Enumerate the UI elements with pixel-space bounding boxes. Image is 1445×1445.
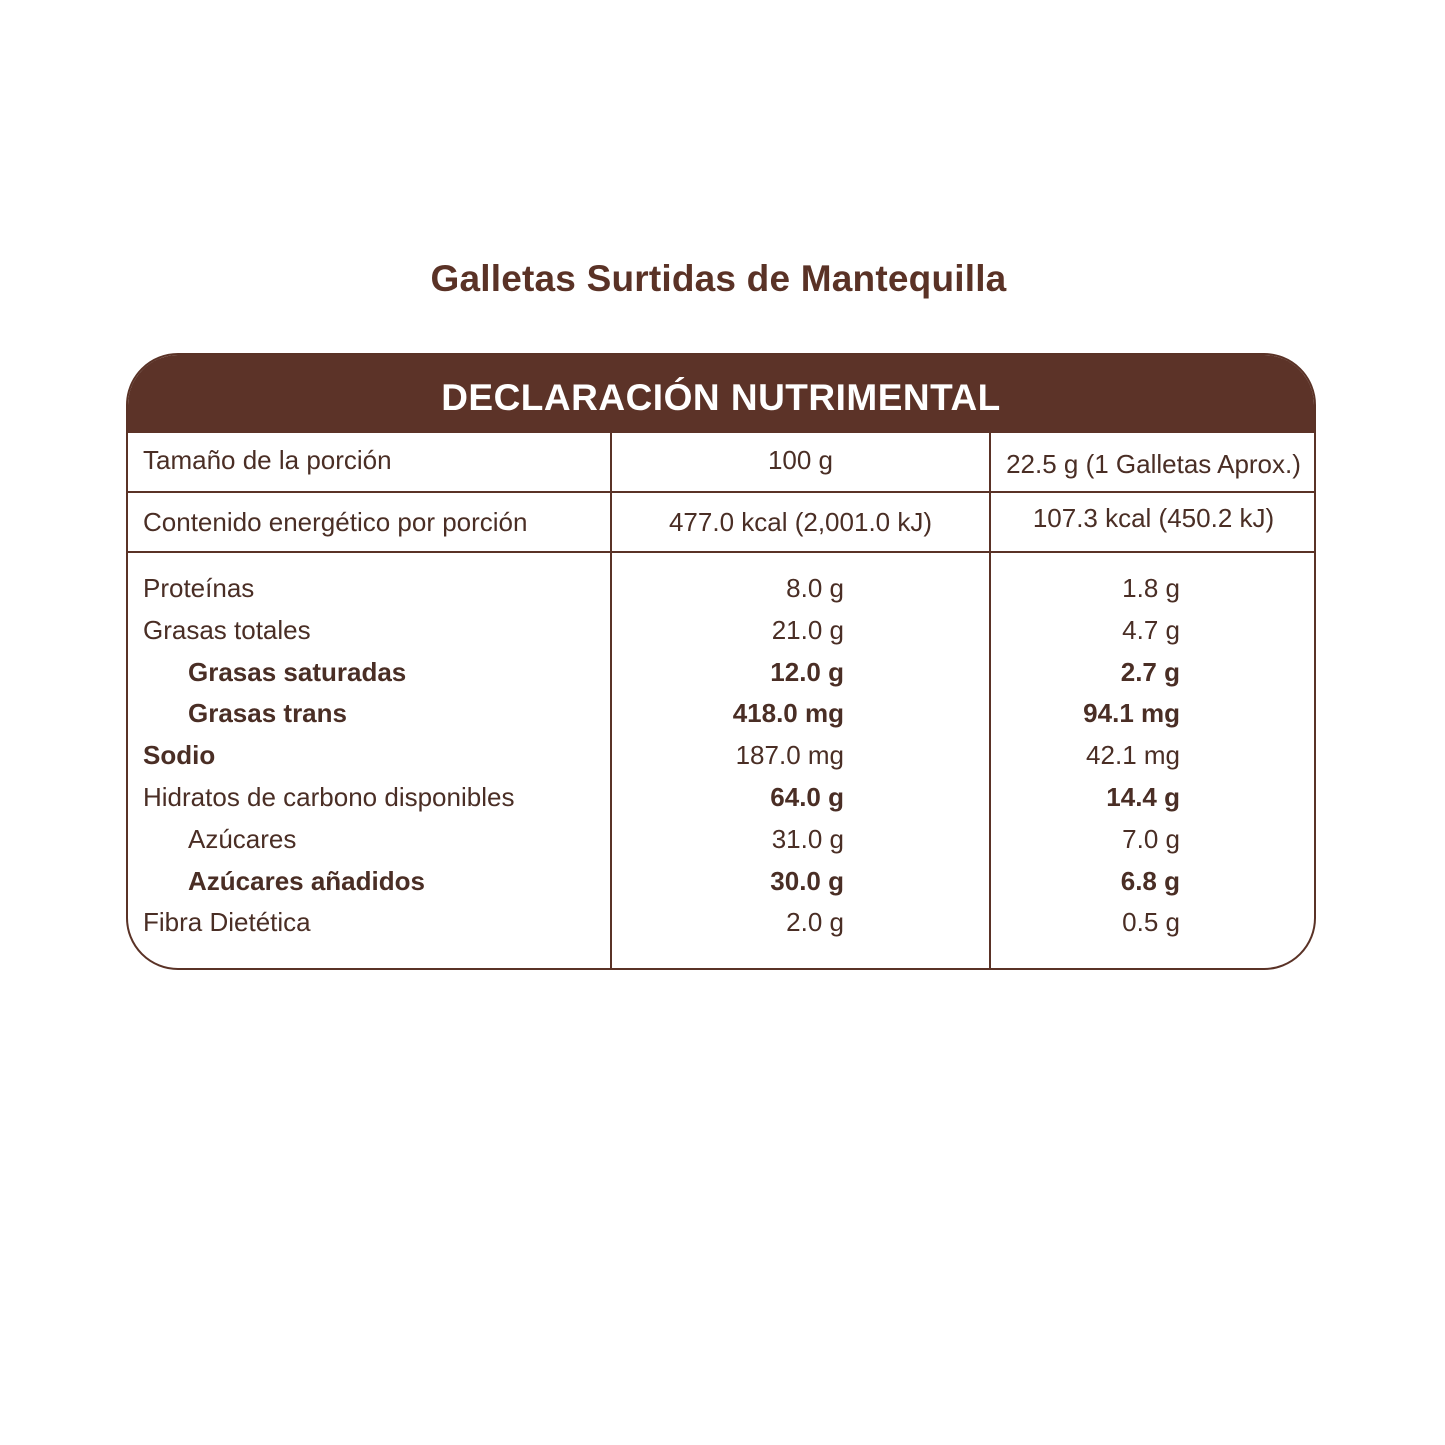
nutrient-value-per-100g: 2.0 g xyxy=(786,907,844,938)
nutrient-value-per-serving: 4.7 g xyxy=(1122,614,1180,645)
nutrient-label: Hidratos de carbono disponibles xyxy=(143,782,515,812)
serving-col1: 100 g xyxy=(767,445,834,475)
nutrient-label: Grasas trans xyxy=(188,698,347,729)
energy-label: Contenido energético por porción xyxy=(143,507,528,537)
serving-label: Tamaño de la porción xyxy=(143,445,392,475)
nutrient-value-per-serving: 2.7 g xyxy=(1120,656,1180,687)
row-divider-2 xyxy=(128,551,1314,553)
nutrient-value-per-100g: 8.0 g xyxy=(786,573,844,603)
nutrient-value-per-100g: 187.0 mg xyxy=(735,740,844,771)
energy-col1: 477.0 kcal (2,001.0 kJ) xyxy=(668,507,933,537)
row-divider-1 xyxy=(128,491,1314,493)
nutrient-value-per-100g: 30.0 g xyxy=(770,865,844,896)
nutrient-value-per-serving: 1.8 g xyxy=(1122,573,1180,603)
nutrient-value-per-serving: 42.1 mg xyxy=(1086,740,1180,771)
nutrient-value-per-100g: 418.0 mg xyxy=(732,698,844,729)
nutrient-label: Proteínas xyxy=(143,573,255,603)
nutrient-value-per-serving: 0.5 g xyxy=(1122,907,1180,938)
nutrition-panel xyxy=(126,353,1316,970)
nutrient-value-per-serving: 14.4 g xyxy=(1106,782,1180,812)
nutrient-value-per-100g: 64.0 g xyxy=(770,782,844,812)
product-title: Galletas Surtidas de Mantequilla xyxy=(430,258,1007,299)
serving-col2: 22.5 g (1 Galletas Aprox.) xyxy=(1006,449,1301,479)
nutrient-value-per-100g: 31.0 g xyxy=(771,823,844,854)
nutrient-label: Fibra Dietética xyxy=(143,907,311,938)
nutrient-value-per-100g: 21.0 g xyxy=(771,614,844,645)
nutrient-label: Sodio xyxy=(143,740,216,771)
nutrient-label: Azúcares xyxy=(188,823,297,854)
panel-header: DECLARACIÓN NUTRIMENTAL xyxy=(128,355,1314,433)
energy-col2: 107.3 kcal (450.2 kJ) xyxy=(1032,503,1275,533)
nutrient-label: Azúcares añadidos xyxy=(188,865,425,896)
nutrient-value-per-serving: 94.1 mg xyxy=(1083,698,1180,729)
nutrient-value-per-100g: 12.0 g xyxy=(770,656,844,687)
nutrient-value-per-serving: 7.0 g xyxy=(1122,823,1180,854)
nutrient-label: Grasas saturadas xyxy=(188,656,407,687)
nutrient-value-per-serving: 6.8 g xyxy=(1120,865,1180,896)
nutrient-label: Grasas totales xyxy=(143,614,311,645)
